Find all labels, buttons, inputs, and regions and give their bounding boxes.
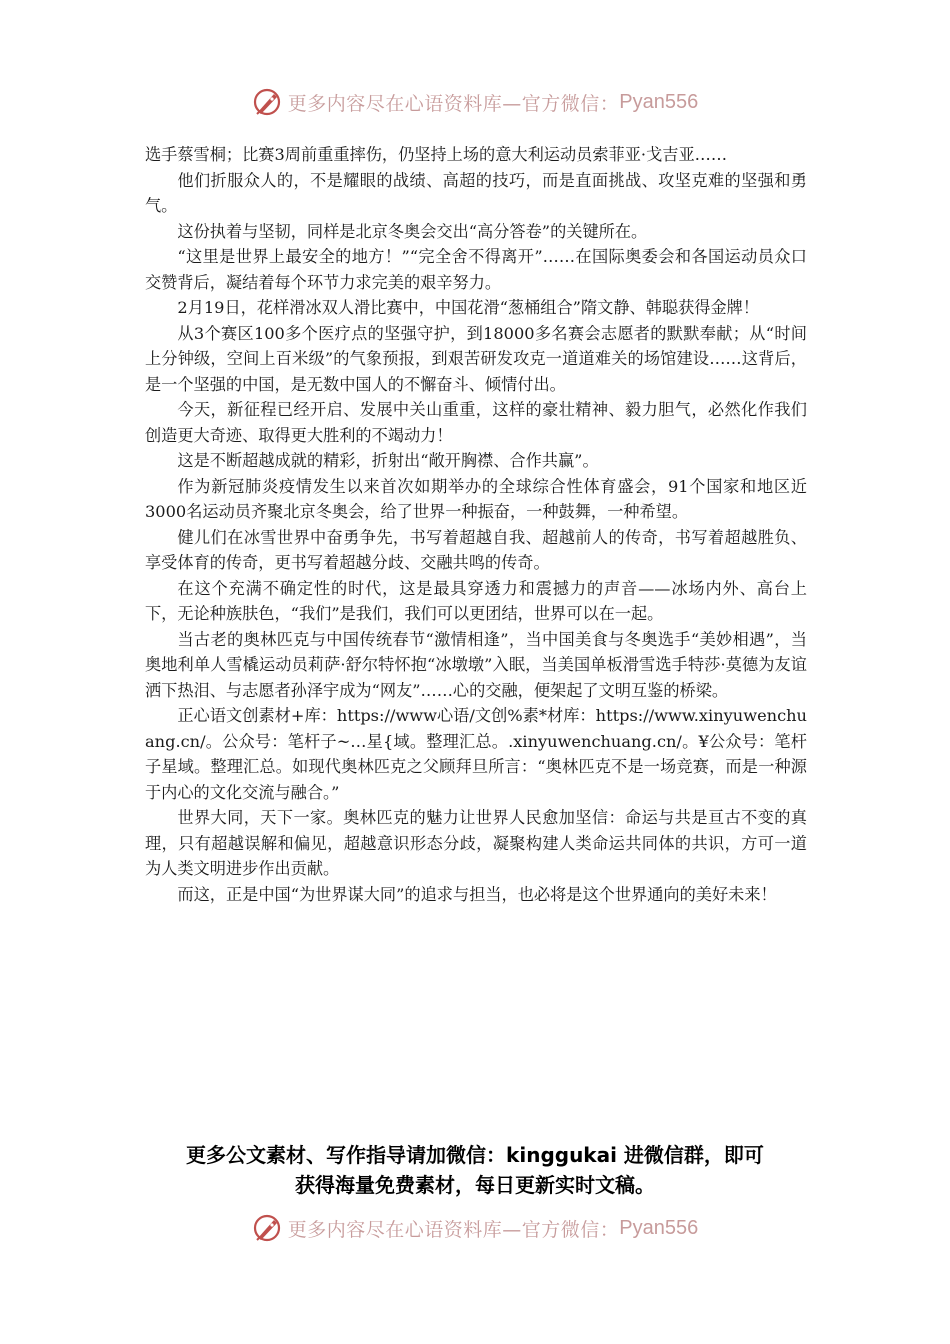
paragraph: 今天，新征程已经开启、发展中关山重重，这样的豪壮精神、毅力胆气，必然化作我们创造更大奇迹、取得更大胜利的不竭动力！ — [145, 400, 807, 445]
paragraph: 健儿们在冰雪世界中奋勇争先，书写着超越自我、超越前人的传奇，书写着超越胜负、享受体育的传奇，更书写着超越分歧、交融共鸣的传奇。 — [145, 527, 807, 572]
paragraph: 世界大同，天下一家。奥林匹克的魅力让世界人民愈加坚信：命运与共是亘古不变的真理，只有超越误解和偏见，超越意识形态分歧，凝聚构建人类命运共同体的共识，方可一道为人类文明进步作出贡献。 — [145, 808, 807, 878]
paragraph: 当古老的奥林匹克与中国传统春节“激情相逢”，当中国美食与冬奥选手“美妙相遇”，当奥地利单人雪橇运动员莉萨·舒尔特怀抱“冰墩墩”入眠，当美国单板滑雪选手特莎·莫德为友谊洒下热泪、与志愿者孙泽宇成为“网友”……心的交融，便架起了文明互鉴的桥梁。 — [145, 629, 807, 700]
paragraph: 在这个充满不确定性的时代，这是最具穿透力和震撼力的声音——冰场内外、高台上下，无论种族肤色，“我们”是我们，我们可以更团结，世界可以在一起。 — [145, 578, 807, 623]
paragraph: 从3个赛区100多个医疗点的坚强守护，到18000多名赛会志愿者的默默奉献；从“时间上分钟级，空间上百米级”的气象预报，到艰苦研发攻克一道道难关的场馆建设……这背后，是一个坚强的中国，是无数中国人的不懈奋斗、倾情付出。 — [145, 323, 807, 394]
footer-banner — [0, 1208, 950, 1248]
pen-nib-logo-icon — [252, 1213, 282, 1243]
paragraph: “这里是世界上最安全的地方！”“完全舍不得离开”……在国际奥委会和各国运动员众口交赞背后，凝结着每个环节力求完美的艰辛努力。 — [145, 247, 807, 292]
paragraph: 作为新冠肺炎疫情发生以来首次如期举办的全球综合性体育盛会，91个国家和地区近3000名运动员齐聚北京冬奥会，给了世界一种振奋，一种鼓舞，一种希望。 — [145, 476, 807, 521]
promo-note-line: 更多公文素材、写作指导请加微信：kinggukai 进微信群，即可 — [186, 1143, 764, 1167]
paragraph: 这份执着与坚韧，同样是北京冬奥会交出“高分答卷”的关键所在。 — [177, 221, 648, 241]
promo-note-line: 获得海量免费素材，每日更新实时文稿。 — [295, 1173, 655, 1197]
banner-text: 更多内容尽在心语资料库—官方微信： — [287, 1218, 620, 1241]
paragraph: 他们折服众人的，不是耀眼的战绩、高超的技巧，而是直面挑战、攻坚克难的坚强和勇气。 — [145, 170, 807, 215]
promo-note — [100, 1140, 850, 1200]
paragraph: 2月19日，花样滑冰双人滑比赛中，中国花滑“葱桶组合”隋文静、韩聪获得金牌！ — [177, 298, 760, 317]
header-banner — [0, 82, 950, 122]
paragraph-watermark-text: 正心语文创素材+库：https://www心语/文创%素*材库：https://www.xinyuwenchuang.cn/。公众号：笔杆子~…星{域。整理汇总。.xinyuwenchuang.cn/。¥公众号：笔杆子星域。整理汇总。如现代奥林匹克之父顾拜旦所言：“奥林匹克不是一场竞赛，而是一种源于内心的文化交流与融合。” — [145, 706, 807, 802]
banner-wechat-id: Pyan556 — [619, 90, 699, 113]
banner-wechat-id: Pyan556 — [619, 1216, 699, 1239]
article-body — [145, 142, 807, 907]
pen-nib-logo-icon — [252, 87, 282, 117]
paragraph: 而这，正是中国“为世界谋大同”的追求与担当，也必将是这个世界通向的美好未来！ — [177, 884, 777, 904]
paragraph: 选手蔡雪桐；比赛3周前重重摔伤，仍坚持上场的意大利运动员索菲亚·戈吉亚…… — [145, 145, 728, 164]
banner-text: 更多内容尽在心语资料库—官方微信： — [287, 92, 620, 115]
paragraph: 这是不断超越成就的精彩，折射出“敞开胸襟、合作共赢”。 — [177, 451, 599, 470]
